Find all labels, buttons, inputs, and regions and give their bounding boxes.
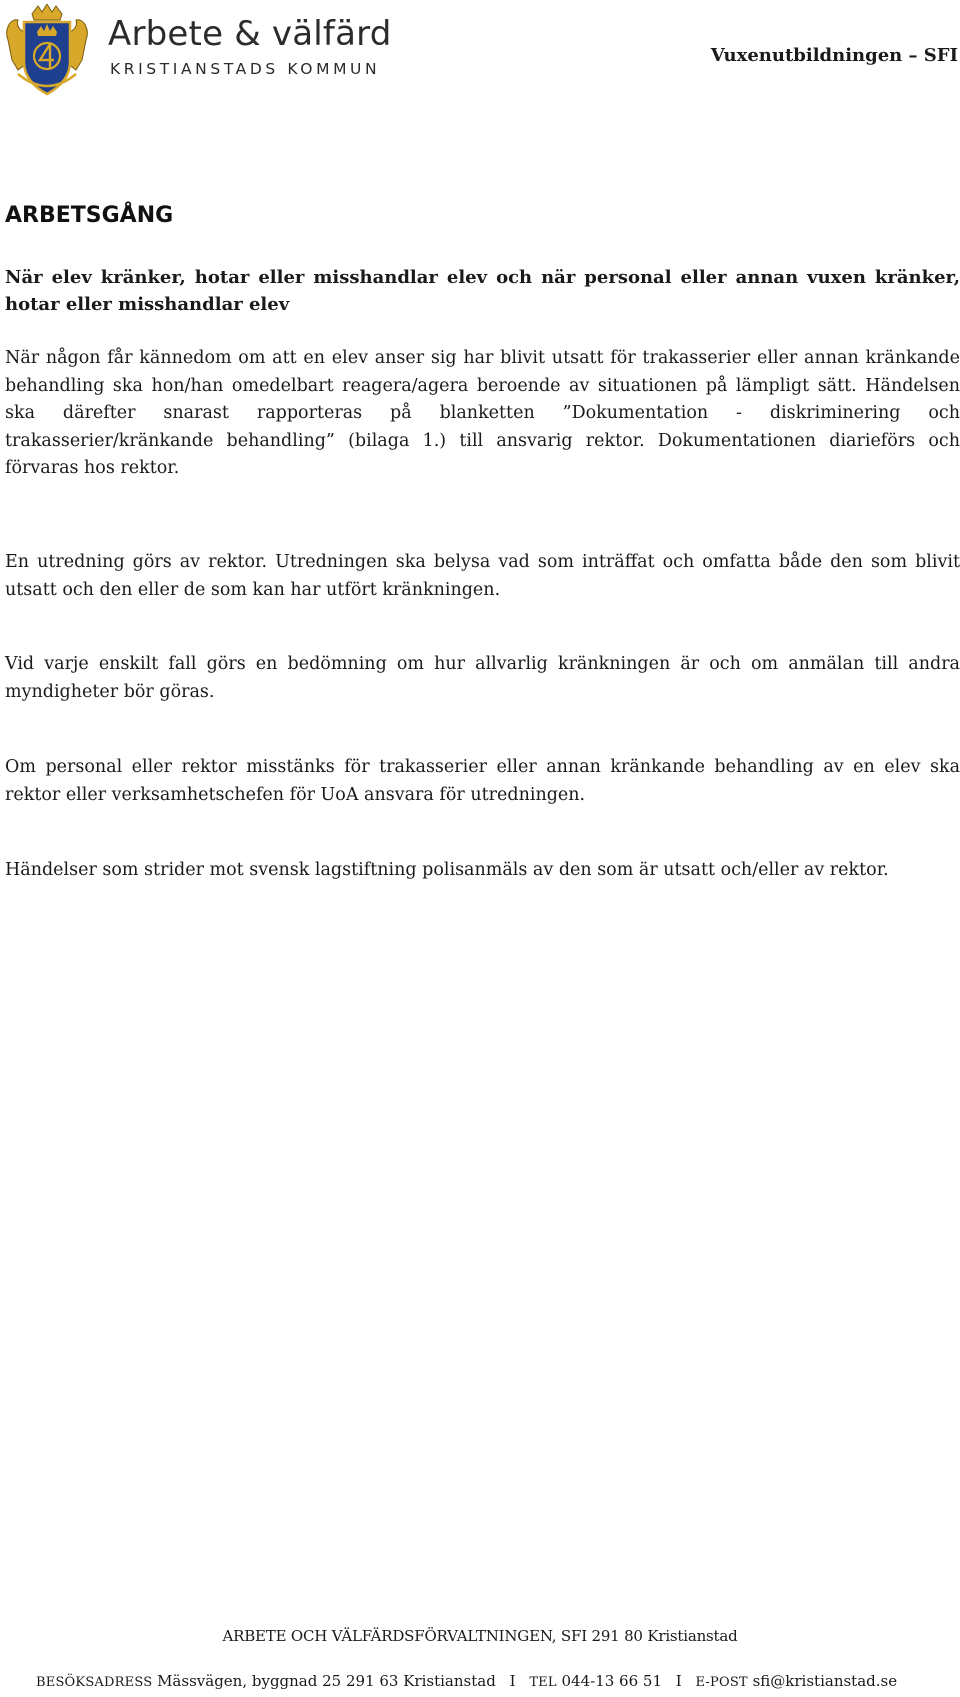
- page-heading: ARBETSGÅNG: [5, 203, 174, 228]
- footer-contact: [36, 1672, 897, 1690]
- brand-subtitle: KRISTIANSTADS KOMMUN: [110, 60, 381, 78]
- paragraph-police-report: Händelser som strider mot svensk lagstiftning polisanmäls av den som är utsatt och/eller av rektor.: [5, 860, 889, 880]
- footer-email-label: E-POST: [695, 1675, 748, 1690]
- footer-separator: I: [509, 1672, 516, 1690]
- section-heading: När elev kränker, hotar eller misshandlar elev och när personal eller annan vuxen kränker, hotar eller misshandlar elev: [5, 267, 960, 315]
- footer-separator: I: [675, 1672, 682, 1690]
- footer-visit-label: BESÖKSADRESS: [36, 1675, 153, 1690]
- department-title: Vuxenutbildningen – SFI: [710, 45, 958, 66]
- paragraph-staff-suspicion: Om personal eller rektor misstänks för trakasserier eller annan kränkande behandling av en elev ska rektor eller verksamhetschefen för UoA ansvara för utredningen.: [5, 757, 960, 805]
- footer-email: sfi@kristianstad.se: [752, 1672, 898, 1690]
- paragraph-assessment: Vid varje enskilt fall görs en bedömning om hur allvarlig kränkningen är och om anmälan till andra myndigheter bör göras.: [5, 654, 960, 702]
- brand-title: Arbete & välfärd: [108, 14, 392, 54]
- footer-phone: 044-13 66 51: [561, 1672, 662, 1690]
- footer-organization: ARBETE OCH VÄLFÄRDSFÖRVALTNINGEN, SFI 291 80 Kristianstad: [222, 1627, 738, 1645]
- paragraph-reporting: När någon får kännedom om att en elev anser sig har blivit utsatt för trakasserier eller annan kränkande behandling ska hon/han omedelbart reagera/agera beroende av situationen på lämpligt sätt. Händelsen ska därefter snarast rapporteras på blanketten ”Dokumentation - diskriminering och trakasserier/kränkande behandling” (bilaga 1.) till ansvarig rektor. Dokumentationen diarieförs och förvaras hos rektor.: [5, 348, 960, 478]
- paragraph-investigation: En utredning görs av rektor. Utredningen ska belysa vad som inträffat och omfatta både den som blivit utsatt och den eller de som kan har utfört kränkningen.: [5, 552, 960, 600]
- page-header: [0, 0, 960, 110]
- footer-tel-label: TEL: [529, 1675, 557, 1690]
- kristianstad-crest-icon: [4, 4, 90, 98]
- footer-visit-address: Mässvägen, byggnad 25 291 63 Kristianstad: [157, 1672, 496, 1690]
